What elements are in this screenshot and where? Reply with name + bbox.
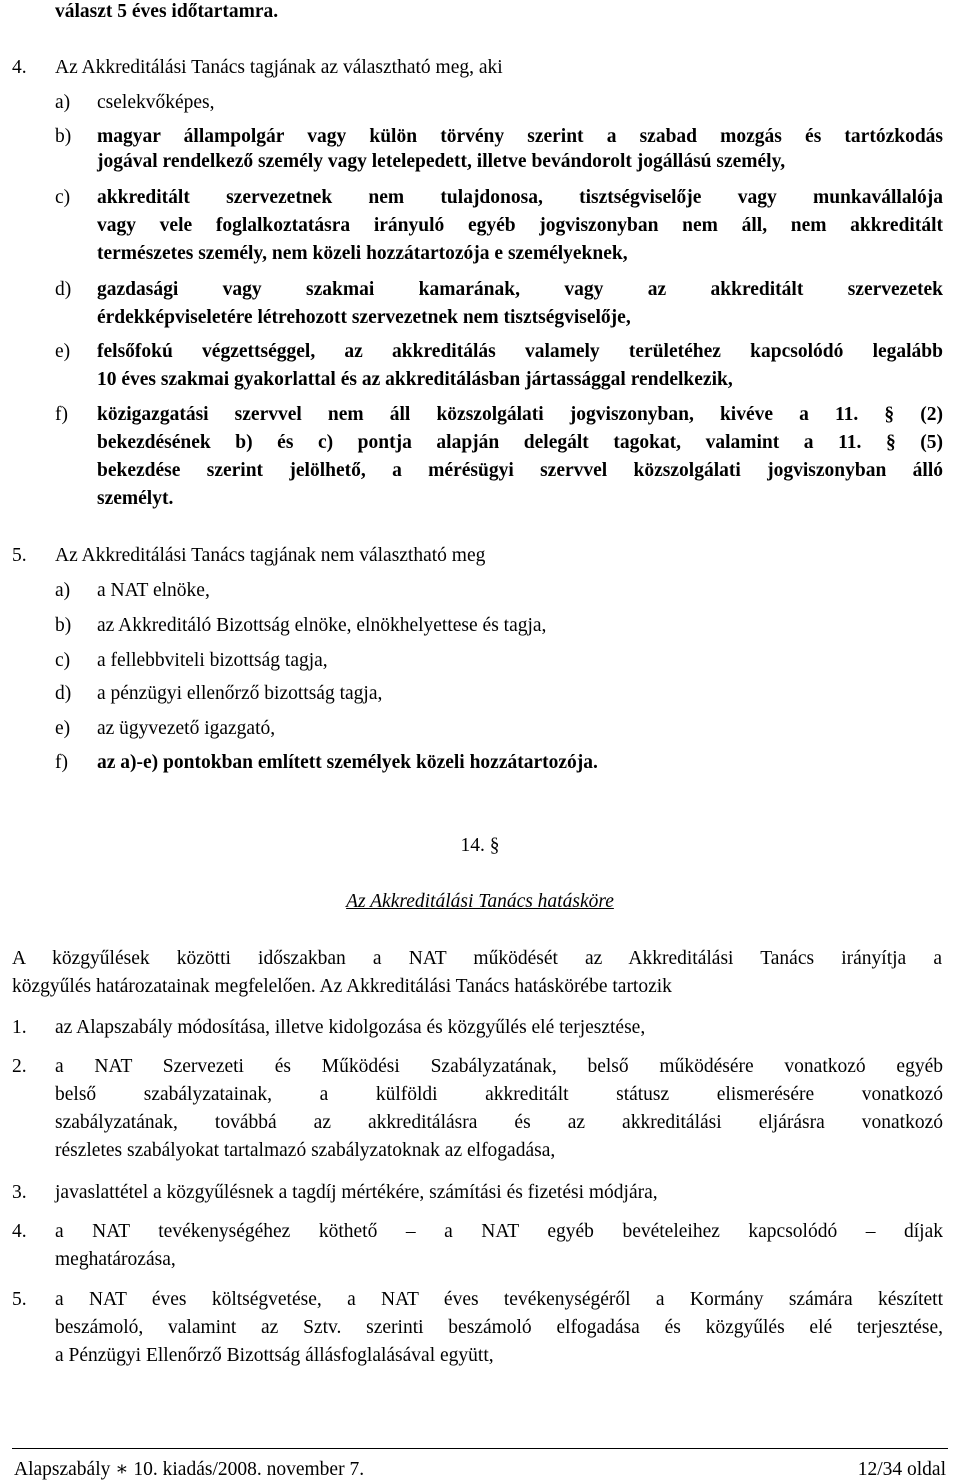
item-text: természetes személy, nem közeli hozzátartozója e személyeknek, (97, 243, 628, 264)
item-text: személyt. (97, 488, 174, 509)
item-text: az Akkreditáló Bizottság elnöke, elnökhelyettese és tagja, (97, 615, 547, 636)
section-4-number: 4. (12, 57, 27, 78)
item-text: felsőfokú végzettséggel, az akkreditálás valamely területéhez kapcsolódó legalább (97, 341, 943, 362)
power-label: 1. (12, 1017, 27, 1038)
item-text: az a)-e) pontokban említett személyek közeli hozzátartozója. (97, 752, 598, 773)
continuation-text: választ 5 éves időtartamra. (55, 1, 279, 22)
power-label: 2. (12, 1056, 27, 1077)
footer-divider (12, 1448, 948, 1449)
footer-left: Alapszabály ∗ 10. kiadás/2008. november 7. (14, 1459, 365, 1480)
footer-page-number: 12/34 oldal (857, 1459, 946, 1480)
item-label: a) (55, 92, 71, 113)
section-5-number: 5. (12, 545, 27, 566)
section-5-intro: Az Akkreditálási Tanács tagjának nem választható meg (55, 545, 486, 566)
power-text: belső szabályzatainak, a külföldi akkreditált státusz elismerésére vonatkozó (55, 1084, 943, 1105)
item-text: közigazgatási szervvel nem áll közszolgálati jogviszonyban, kivéve a 11. § (2) (97, 404, 943, 425)
power-text: a NAT tevékenységéhez köthető – a NAT egyéb bevételeihez kapcsolódó – díjak (55, 1221, 943, 1242)
item-text: cselekvőképes, (97, 92, 215, 113)
section-4-intro: Az Akkreditálási Tanács tagjának az választható meg, aki (55, 57, 503, 78)
power-text: a Pénzügyi Ellenőrző Bizottság állásfoglalásával együtt, (55, 1345, 494, 1366)
item-text: 10 éves szakmai gyakorlattal és az akkreditálásban jártassággal rendelkezik, (97, 369, 733, 390)
item-text: a pénzügyi ellenőrző bizottság tagja, (97, 683, 383, 704)
power-text: szabályzatának, továbbá az akkreditálásra és az akkreditálási eljárásra vonatkozó (55, 1112, 943, 1133)
item-label: d) (55, 683, 72, 704)
power-text: meghatározása, (55, 1249, 176, 1270)
power-text: az Alapszabály módosítása, illetve kidolgozása és közgyűlés elé terjesztése, (55, 1017, 646, 1038)
power-text: a NAT Szervezeti és Működési Szabályzatának, belső működésére vonatkozó egyéb (55, 1056, 943, 1077)
power-text: beszámoló, valamint az Sztv. szerinti beszámoló elfogadása és közgyűlés elé terjesztése, (55, 1317, 943, 1338)
item-text: bekezdésének b) és c) pontja alapján delegált tagokat, valamint a 11. § (5) (97, 432, 943, 453)
paragraph-title: Az Akkreditálási Tanács hatásköre (346, 891, 614, 912)
item-label: d) (55, 279, 72, 300)
item-text: magyar állampolgár vagy külön törvény szerint a szabad mozgás és tartózkodás (97, 126, 943, 147)
paragraph-intro-line: közgyűlés határozatainak megfelelően. Az Akkreditálási Tanács hatáskörébe tartozik (12, 976, 672, 997)
power-label: 3. (12, 1182, 27, 1203)
power-text: a NAT éves költségvetése, a NAT éves tevékenységéről a Kormány számára készített (55, 1289, 943, 1310)
item-label: a) (55, 580, 71, 601)
item-text: gazdasági vagy szakmai kamarának, vagy az akkreditált szervezetek (97, 279, 943, 300)
item-text: a NAT elnöke, (97, 580, 210, 601)
item-text: a fellebbviteli bizottság tagja, (97, 650, 328, 671)
power-label: 4. (12, 1221, 27, 1242)
paragraph-title-wrap (0, 891, 960, 913)
item-text: bekezdése szerint jelölhető, a mérésügyi szervvel közszolgálati jogviszonyban álló (97, 460, 943, 481)
item-text: érdekképviseletére létrehozott szervezetnek nem tisztségviselője, (97, 307, 631, 328)
item-label: f) (55, 404, 68, 425)
power-text: javaslattétel a közgyűlésnek a tagdíj mértékére, számítási és fizetési módjára, (55, 1182, 658, 1203)
item-label: f) (55, 752, 68, 773)
item-label: e) (55, 341, 71, 362)
power-text: részletes szabályokat tartalmazó szabályzatoknak az elfogadása, (55, 1140, 556, 1161)
item-label: c) (55, 187, 71, 208)
item-label: e) (55, 718, 71, 739)
item-text: akkreditált szervezetnek nem tulajdonosa, tisztségviselője vagy munkavállalója (97, 187, 943, 208)
item-text: vagy vele foglalkoztatásra irányuló egyéb jogviszonyban nem áll, nem akkreditált (97, 215, 943, 236)
paragraph-number: 14. § (460, 835, 500, 856)
item-label: b) (55, 615, 72, 636)
paragraph-intro-line: A közgyűlések közötti időszakban a NAT működését az Akkreditálási Tanács irányítja a (12, 948, 942, 969)
item-text: az ügyvezető igazgató, (97, 718, 276, 739)
power-label: 5. (12, 1289, 27, 1310)
item-text: jogával rendelkező személy vagy letelepedett, illetve bevándorolt jogállású személy, (97, 151, 786, 172)
item-label: b) (55, 126, 72, 147)
item-label: c) (55, 650, 71, 671)
